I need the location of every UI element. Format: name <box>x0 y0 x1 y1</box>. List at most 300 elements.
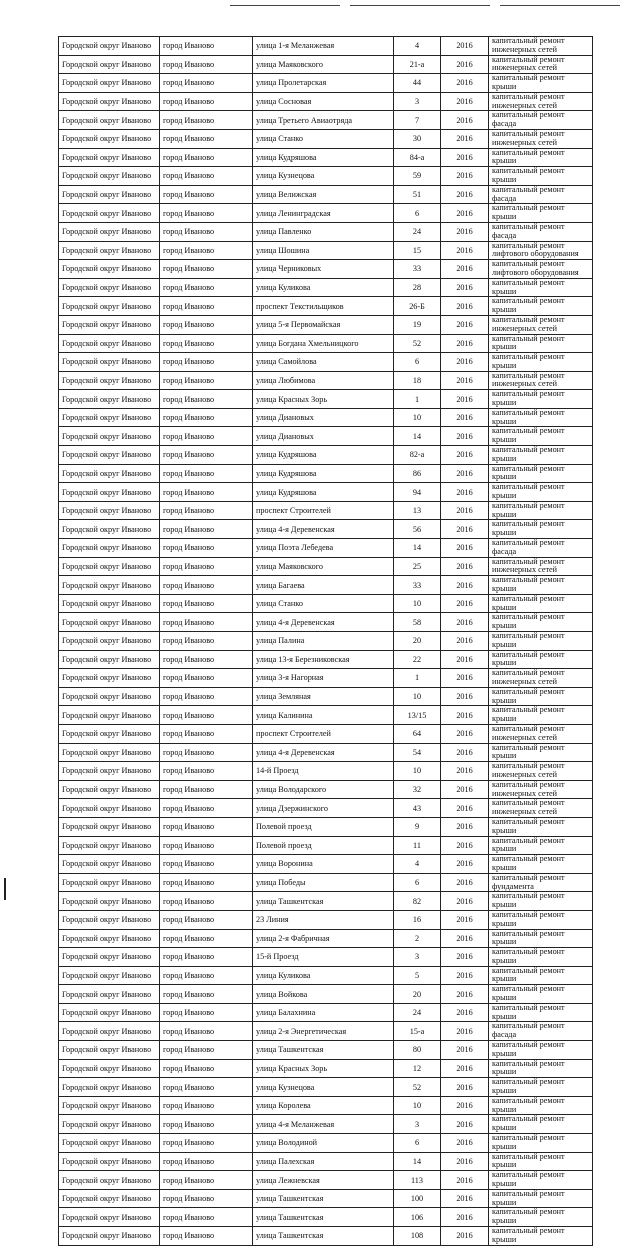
table-row <box>59 297 593 316</box>
work-type-cell: капитальный ремонт крыши <box>489 1189 593 1208</box>
street-cell: улица Багаева <box>253 576 394 595</box>
city-cell: город Иваново <box>160 669 253 688</box>
work-type-cell: капитальный ремонт крыши <box>489 1134 593 1153</box>
year-cell: 2016 <box>441 297 489 316</box>
year-cell: 2016 <box>441 1022 489 1041</box>
street-cell: улица Любимова <box>253 371 394 390</box>
year-cell: 2016 <box>441 111 489 130</box>
street-cell: улица Ташкентская <box>253 1208 394 1227</box>
house-number-cell: 24 <box>394 222 441 241</box>
street-cell: 14-й Проезд <box>253 762 394 781</box>
city-cell: город Иваново <box>160 464 253 483</box>
year-cell: 2016 <box>441 1152 489 1171</box>
district-cell: Городской округ Иваново <box>59 892 160 911</box>
street-cell: улица Поэта Лебедева <box>253 539 394 558</box>
house-number-cell: 26-Б <box>394 297 441 316</box>
district-cell: Городской округ Иваново <box>59 185 160 204</box>
district-cell: Городской округ Иваново <box>59 613 160 632</box>
city-cell: город Иваново <box>160 966 253 985</box>
year-cell: 2016 <box>441 836 489 855</box>
city-cell: город Иваново <box>160 929 253 948</box>
work-type-cell: капитальный ремонт крыши <box>489 687 593 706</box>
table-row <box>59 613 593 632</box>
scan-edge-dash <box>500 5 620 6</box>
district-cell: Городской округ Иваново <box>59 446 160 465</box>
city-cell: город Иваново <box>160 241 253 260</box>
district-cell: Городской округ Иваново <box>59 743 160 762</box>
year-cell: 2016 <box>441 167 489 186</box>
street-cell: улица Третьего Авиаотряда <box>253 111 394 130</box>
year-cell: 2016 <box>441 539 489 558</box>
district-cell: Городской округ Иваново <box>59 632 160 651</box>
year-cell: 2016 <box>441 222 489 241</box>
work-type-cell: капитальный ремонт крыши <box>489 817 593 836</box>
table-row <box>59 55 593 74</box>
work-type-cell: капитальный ремонт крыши <box>489 948 593 967</box>
work-type-cell: капитальный ремонт крыши <box>489 929 593 948</box>
district-cell: Городской округ Иваново <box>59 315 160 334</box>
table-row <box>59 855 593 874</box>
street-cell: улица Станко <box>253 129 394 148</box>
district-cell: Городской округ Иваново <box>59 390 160 409</box>
work-type-cell: капитальный ремонт фасада <box>489 1022 593 1041</box>
city-cell: город Иваново <box>160 594 253 613</box>
city-cell: город Иваново <box>160 1152 253 1171</box>
year-cell: 2016 <box>441 724 489 743</box>
street-cell: улица Пролетарская <box>253 74 394 93</box>
district-cell: Городской округ Иваново <box>59 408 160 427</box>
work-type-cell: капитальный ремонт инженерных сетей <box>489 669 593 688</box>
district-cell: Городской округ Иваново <box>59 1041 160 1060</box>
work-type-cell: капитальный ремонт лифтового оборудования <box>489 241 593 260</box>
street-cell: улица Земляная <box>253 687 394 706</box>
table-row <box>59 632 593 651</box>
house-number-cell: 6 <box>394 873 441 892</box>
district-cell: Городской округ Иваново <box>59 1171 160 1190</box>
table-row <box>59 539 593 558</box>
street-cell: улица Балахнина <box>253 1003 394 1022</box>
district-cell: Городской округ Иваново <box>59 297 160 316</box>
house-number-cell: 14 <box>394 427 441 446</box>
table-row <box>59 315 593 334</box>
house-number-cell: 84-а <box>394 148 441 167</box>
city-cell: город Иваново <box>160 148 253 167</box>
year-cell: 2016 <box>441 669 489 688</box>
street-cell: улица Самойлова <box>253 353 394 372</box>
city-cell: город Иваново <box>160 910 253 929</box>
work-type-cell: капитальный ремонт фундамента <box>489 873 593 892</box>
table-row <box>59 520 593 539</box>
street-cell: улица Войкова <box>253 985 394 1004</box>
house-number-cell: 10 <box>394 594 441 613</box>
street-cell: улица Ленинградская <box>253 204 394 223</box>
house-number-cell: 24 <box>394 1003 441 1022</box>
table-row <box>59 743 593 762</box>
city-cell: город Иваново <box>160 446 253 465</box>
work-type-cell: капитальный ремонт инженерных сетей <box>489 724 593 743</box>
year-cell: 2016 <box>441 185 489 204</box>
table-row <box>59 1208 593 1227</box>
house-number-cell: 20 <box>394 632 441 651</box>
street-cell: улица Ташкентская <box>253 1041 394 1060</box>
work-type-cell: капитальный ремонт крыши <box>489 632 593 651</box>
district-cell: Городской округ Иваново <box>59 910 160 929</box>
house-number-cell: 2 <box>394 929 441 948</box>
street-cell: улица 4-я Меланжевая <box>253 1115 394 1134</box>
table-row <box>59 1134 593 1153</box>
district-cell: Городской округ Иваново <box>59 762 160 781</box>
table-row <box>59 353 593 372</box>
street-cell: улица Палина <box>253 632 394 651</box>
house-number-cell: 44 <box>394 74 441 93</box>
district-cell: Городской округ Иваново <box>59 817 160 836</box>
house-number-cell: 7 <box>394 111 441 130</box>
year-cell: 2016 <box>441 204 489 223</box>
district-cell: Городской округ Иваново <box>59 687 160 706</box>
house-number-cell: 94 <box>394 483 441 502</box>
city-cell: город Иваново <box>160 539 253 558</box>
house-number-cell: 13 <box>394 501 441 520</box>
table-row <box>59 241 593 260</box>
work-type-cell: капитальный ремонт крыши <box>489 892 593 911</box>
city-cell: город Иваново <box>160 687 253 706</box>
year-cell: 2016 <box>441 855 489 874</box>
city-cell: город Иваново <box>160 315 253 334</box>
work-type-cell: капитальный ремонт крыши <box>489 594 593 613</box>
street-cell: улица Кудряшова <box>253 464 394 483</box>
table-row <box>59 892 593 911</box>
year-cell: 2016 <box>441 892 489 911</box>
city-cell: город Иваново <box>160 1022 253 1041</box>
table-row <box>59 966 593 985</box>
year-cell: 2016 <box>441 817 489 836</box>
street-cell: улица 2-я Энергетическая <box>253 1022 394 1041</box>
house-number-cell: 32 <box>394 780 441 799</box>
district-cell: Городской округ Иваново <box>59 334 160 353</box>
city-cell: город Иваново <box>160 74 253 93</box>
city-cell: город Иваново <box>160 353 253 372</box>
district-cell: Городской округ Иваново <box>59 1208 160 1227</box>
work-type-cell: капитальный ремонт крыши <box>489 1171 593 1190</box>
year-cell: 2016 <box>441 966 489 985</box>
table-row <box>59 278 593 297</box>
table-row <box>59 948 593 967</box>
city-cell: город Иваново <box>160 222 253 241</box>
work-type-cell: капитальный ремонт фасада <box>489 539 593 558</box>
street-cell: улица Победы <box>253 873 394 892</box>
city-cell: город Иваново <box>160 576 253 595</box>
house-number-cell: 64 <box>394 724 441 743</box>
house-number-cell: 106 <box>394 1208 441 1227</box>
work-type-cell: капитальный ремонт крыши <box>489 985 593 1004</box>
district-cell: Городской округ Иваново <box>59 483 160 502</box>
scan-edge-dash <box>350 5 490 6</box>
table-row <box>59 111 593 130</box>
city-cell: город Иваново <box>160 762 253 781</box>
table-row <box>59 92 593 111</box>
district-cell: Городской округ Иваново <box>59 1227 160 1246</box>
street-cell: улица Кудряшова <box>253 148 394 167</box>
house-number-cell: 22 <box>394 650 441 669</box>
year-cell: 2016 <box>441 873 489 892</box>
house-number-cell: 51 <box>394 185 441 204</box>
city-cell: город Иваново <box>160 520 253 539</box>
city-cell: город Иваново <box>160 55 253 74</box>
city-cell: город Иваново <box>160 390 253 409</box>
district-cell: Городской округ Иваново <box>59 520 160 539</box>
year-cell: 2016 <box>441 613 489 632</box>
district-cell: Городской округ Иваново <box>59 873 160 892</box>
district-cell: Городской округ Иваново <box>59 464 160 483</box>
work-type-cell: капитальный ремонт крыши <box>489 576 593 595</box>
district-cell: Городской округ Иваново <box>59 74 160 93</box>
city-cell: город Иваново <box>160 1134 253 1153</box>
district-cell: Городской округ Иваново <box>59 1059 160 1078</box>
district-cell: Городской округ Иваново <box>59 576 160 595</box>
year-cell: 2016 <box>441 743 489 762</box>
house-number-cell: 3 <box>394 92 441 111</box>
house-number-cell: 15 <box>394 241 441 260</box>
work-type-cell: капитальный ремонт крыши <box>489 1078 593 1097</box>
street-cell: улица Диановых <box>253 408 394 427</box>
house-number-cell: 6 <box>394 353 441 372</box>
city-cell: город Иваново <box>160 204 253 223</box>
house-number-cell: 80 <box>394 1041 441 1060</box>
year-cell: 2016 <box>441 594 489 613</box>
district-cell: Городской округ Иваново <box>59 241 160 260</box>
house-number-cell: 14 <box>394 539 441 558</box>
year-cell: 2016 <box>441 520 489 539</box>
house-number-cell: 14 <box>394 1152 441 1171</box>
district-cell: Городской округ Иваново <box>59 167 160 186</box>
district-cell: Городской округ Иваново <box>59 966 160 985</box>
district-cell: Городской округ Иваново <box>59 1115 160 1134</box>
street-cell: Полевой проезд <box>253 817 394 836</box>
work-type-cell: капитальный ремонт крыши <box>489 501 593 520</box>
table-row <box>59 167 593 186</box>
house-number-cell: 20 <box>394 985 441 1004</box>
year-cell: 2016 <box>441 92 489 111</box>
house-number-cell: 52 <box>394 1078 441 1097</box>
year-cell: 2016 <box>441 1134 489 1153</box>
work-type-cell: капитальный ремонт инженерных сетей <box>489 37 593 56</box>
city-cell: город Иваново <box>160 1096 253 1115</box>
house-number-cell: 59 <box>394 167 441 186</box>
work-type-cell: капитальный ремонт крыши <box>489 483 593 502</box>
work-type-cell: капитальный ремонт крыши <box>489 334 593 353</box>
district-cell: Городской округ Иваново <box>59 650 160 669</box>
year-cell: 2016 <box>441 557 489 576</box>
work-type-cell: капитальный ремонт инженерных сетей <box>489 762 593 781</box>
table-row <box>59 687 593 706</box>
house-number-cell: 4 <box>394 855 441 874</box>
city-cell: город Иваново <box>160 855 253 874</box>
year-cell: 2016 <box>441 632 489 651</box>
house-number-cell: 3 <box>394 948 441 967</box>
city-cell: город Иваново <box>160 1208 253 1227</box>
street-cell: улица Лежневская <box>253 1171 394 1190</box>
year-cell: 2016 <box>441 501 489 520</box>
city-cell: город Иваново <box>160 297 253 316</box>
year-cell: 2016 <box>441 948 489 967</box>
district-cell: Городской округ Иваново <box>59 1152 160 1171</box>
year-cell: 2016 <box>441 408 489 427</box>
table-row <box>59 1152 593 1171</box>
house-number-cell: 5 <box>394 966 441 985</box>
year-cell: 2016 <box>441 576 489 595</box>
table-row <box>59 446 593 465</box>
table-body <box>59 37 593 1246</box>
street-cell: улица Палехская <box>253 1152 394 1171</box>
work-type-cell: капитальный ремонт крыши <box>489 464 593 483</box>
house-number-cell: 25 <box>394 557 441 576</box>
city-cell: город Иваново <box>160 650 253 669</box>
street-cell: проспект Строителей <box>253 501 394 520</box>
street-cell: улица Кудряшова <box>253 483 394 502</box>
year-cell: 2016 <box>441 353 489 372</box>
district-cell: Городской округ Иваново <box>59 836 160 855</box>
year-cell: 2016 <box>441 260 489 279</box>
district-cell: Городской округ Иваново <box>59 92 160 111</box>
street-cell: улица Богдана Хмельницкого <box>253 334 394 353</box>
work-type-cell: капитальный ремонт крыши <box>489 353 593 372</box>
year-cell: 2016 <box>441 1059 489 1078</box>
city-cell: город Иваново <box>160 278 253 297</box>
city-cell: город Иваново <box>160 817 253 836</box>
street-cell: Полевой проезд <box>253 836 394 855</box>
street-cell: улица Диановых <box>253 427 394 446</box>
street-cell: улица Дзержинского <box>253 799 394 818</box>
house-number-cell: 54 <box>394 743 441 762</box>
district-cell: Городской округ Иваново <box>59 929 160 948</box>
table-row <box>59 557 593 576</box>
table-row <box>59 836 593 855</box>
house-number-cell: 18 <box>394 371 441 390</box>
table-row <box>59 1078 593 1097</box>
street-cell: улица Королева <box>253 1096 394 1115</box>
street-cell: проспект Строителей <box>253 724 394 743</box>
work-type-cell: капитальный ремонт крыши <box>489 1115 593 1134</box>
house-number-cell: 1 <box>394 669 441 688</box>
year-cell: 2016 <box>441 1115 489 1134</box>
house-number-cell: 10 <box>394 687 441 706</box>
table-row <box>59 222 593 241</box>
work-type-cell: капитальный ремонт крыши <box>489 1041 593 1060</box>
year-cell: 2016 <box>441 129 489 148</box>
table-row <box>59 1227 593 1246</box>
work-type-cell: капитальный ремонт крыши <box>489 855 593 874</box>
house-number-cell: 11 <box>394 836 441 855</box>
year-cell: 2016 <box>441 446 489 465</box>
table-row <box>59 1096 593 1115</box>
year-cell: 2016 <box>441 687 489 706</box>
house-number-cell: 16 <box>394 910 441 929</box>
city-cell: город Иваново <box>160 92 253 111</box>
house-number-cell: 4 <box>394 37 441 56</box>
city-cell: город Иваново <box>160 483 253 502</box>
district-cell: Городской округ Иваново <box>59 594 160 613</box>
year-cell: 2016 <box>441 315 489 334</box>
table-row <box>59 501 593 520</box>
year-cell: 2016 <box>441 483 489 502</box>
work-type-cell: капитальный ремонт крыши <box>489 278 593 297</box>
district-cell: Городской округ Иваново <box>59 724 160 743</box>
year-cell: 2016 <box>441 1189 489 1208</box>
district-cell: Городской округ Иваново <box>59 985 160 1004</box>
city-cell: город Иваново <box>160 1041 253 1060</box>
house-number-cell: 28 <box>394 278 441 297</box>
table-row <box>59 204 593 223</box>
table-row <box>59 780 593 799</box>
house-number-cell: 56 <box>394 520 441 539</box>
year-cell: 2016 <box>441 390 489 409</box>
district-cell: Городской округ Иваново <box>59 111 160 130</box>
table-row <box>59 706 593 725</box>
district-cell: Городской округ Иваново <box>59 948 160 967</box>
district-cell: Городской округ Иваново <box>59 222 160 241</box>
year-cell: 2016 <box>441 55 489 74</box>
district-cell: Городской округ Иваново <box>59 501 160 520</box>
table-row <box>59 910 593 929</box>
table-row <box>59 594 593 613</box>
city-cell: город Иваново <box>160 632 253 651</box>
district-cell: Городской округ Иваново <box>59 1003 160 1022</box>
street-cell: улица Воронина <box>253 855 394 874</box>
year-cell: 2016 <box>441 1003 489 1022</box>
district-cell: Городской округ Иваново <box>59 37 160 56</box>
table-row <box>59 334 593 353</box>
table-row <box>59 1189 593 1208</box>
work-type-cell: капитальный ремонт инженерных сетей <box>489 92 593 111</box>
house-number-cell: 86 <box>394 464 441 483</box>
year-cell: 2016 <box>441 1096 489 1115</box>
work-type-cell: капитальный ремонт крыши <box>489 446 593 465</box>
district-cell: Городской округ Иваново <box>59 1096 160 1115</box>
work-type-cell: капитальный ремонт фасада <box>489 222 593 241</box>
work-type-cell: капитальный ремонт крыши <box>489 520 593 539</box>
year-cell: 2016 <box>441 1227 489 1246</box>
house-number-cell: 6 <box>394 1134 441 1153</box>
house-number-cell: 100 <box>394 1189 441 1208</box>
work-type-cell: капитальный ремонт крыши <box>489 1208 593 1227</box>
year-cell: 2016 <box>441 1078 489 1097</box>
year-cell: 2016 <box>441 762 489 781</box>
table-row <box>59 408 593 427</box>
city-cell: город Иваново <box>160 185 253 204</box>
year-cell: 2016 <box>441 37 489 56</box>
year-cell: 2016 <box>441 1208 489 1227</box>
city-cell: город Иваново <box>160 1227 253 1246</box>
street-cell: улица Володарского <box>253 780 394 799</box>
house-number-cell: 9 <box>394 817 441 836</box>
work-type-cell: капитальный ремонт крыши <box>489 390 593 409</box>
street-cell: улица Калинина <box>253 706 394 725</box>
table-row <box>59 260 593 279</box>
district-cell: Городской округ Иваново <box>59 855 160 874</box>
city-cell: город Иваново <box>160 706 253 725</box>
work-type-cell: капитальный ремонт крыши <box>489 74 593 93</box>
city-cell: город Иваново <box>160 167 253 186</box>
street-cell: улица Куликова <box>253 966 394 985</box>
district-cell: Городской округ Иваново <box>59 1078 160 1097</box>
city-cell: город Иваново <box>160 873 253 892</box>
district-cell: Городской округ Иваново <box>59 557 160 576</box>
year-cell: 2016 <box>441 148 489 167</box>
scan-left-mark <box>4 878 6 900</box>
district-cell: Городской округ Иваново <box>59 260 160 279</box>
street-cell: улица Красных Зорь <box>253 390 394 409</box>
street-cell: улица Черниковых <box>253 260 394 279</box>
